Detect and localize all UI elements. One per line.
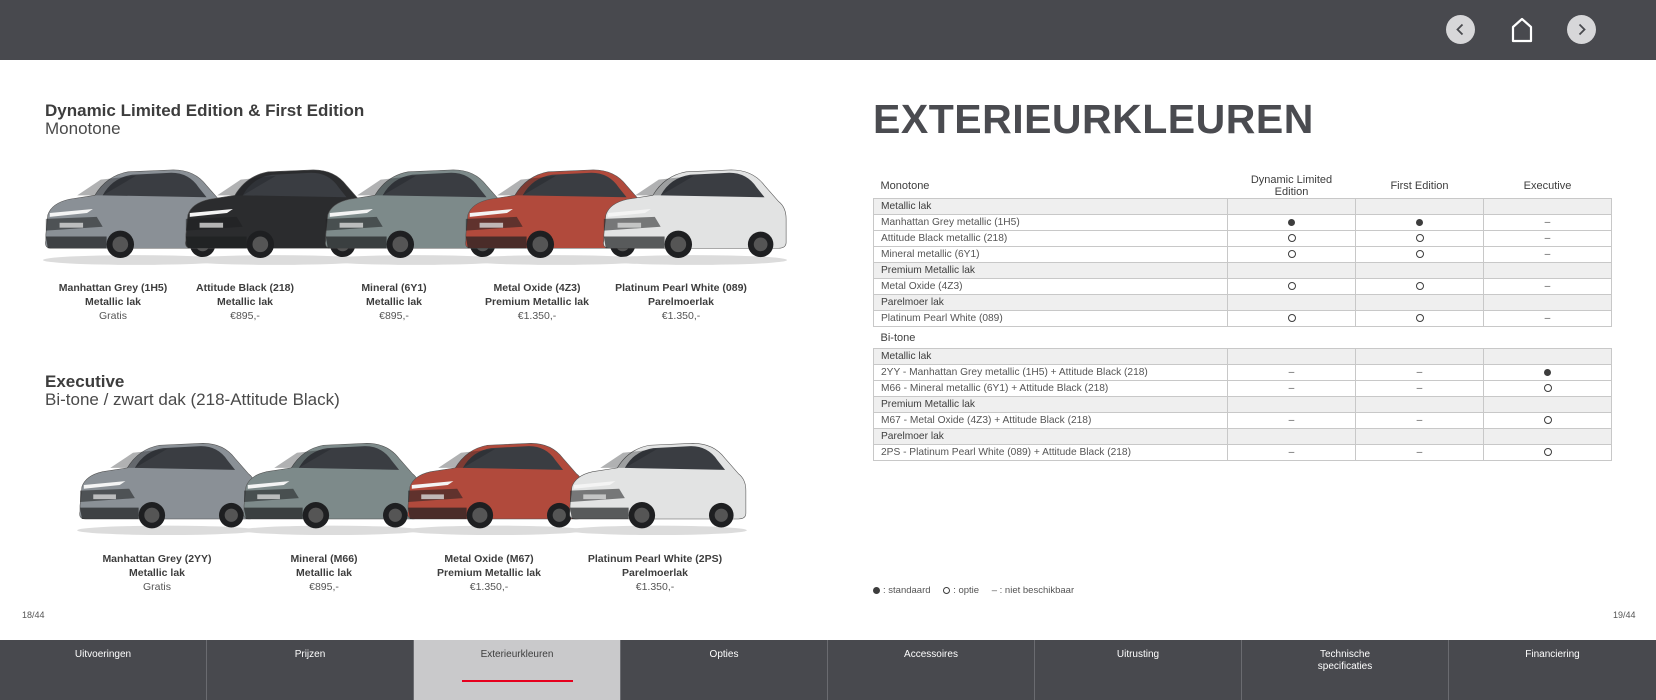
not-available-mark: – xyxy=(1544,249,1551,260)
table-section-row xyxy=(874,327,1612,349)
car-color-name: Manhattan Grey (1H5) xyxy=(58,282,168,294)
table-row xyxy=(874,445,1612,461)
car-paint-type: Premium Metallic lak xyxy=(437,567,541,579)
tab-prijzen[interactable] xyxy=(207,640,414,700)
car-price: Gratis xyxy=(142,581,171,593)
tab-technische-specificaties[interactable] xyxy=(1242,640,1449,700)
availability-cell xyxy=(1484,279,1612,295)
legend xyxy=(873,585,1084,596)
availability-cell xyxy=(1356,381,1484,397)
table-row xyxy=(874,231,1612,247)
car-color-name: Metal Oxide (M67) xyxy=(444,553,534,565)
open-circle-icon xyxy=(1544,416,1552,424)
not-available-mark: – xyxy=(1544,233,1551,244)
empty-cell xyxy=(1356,349,1484,365)
tab-exterieurkleuren[interactable] xyxy=(414,640,621,700)
group-label: Parelmoer lak xyxy=(874,429,1228,445)
executive-car-caption xyxy=(580,552,730,594)
empty-cell xyxy=(1356,397,1484,413)
not-available-mark: – xyxy=(1416,367,1423,378)
car-price: €895,- xyxy=(379,310,409,322)
filled-dot-icon xyxy=(873,587,880,594)
group-label: Parelmoer lak xyxy=(874,295,1228,311)
table-header-row xyxy=(874,174,1612,199)
table-group-row xyxy=(874,397,1612,413)
tab-label: Exterieurkleuren xyxy=(480,649,554,660)
table-row xyxy=(874,279,1612,295)
monotone-section-title: Dynamic Limited Edition & First Edition xyxy=(45,101,365,120)
availability-cell xyxy=(1228,311,1356,327)
prev-page-button[interactable] xyxy=(1446,15,1475,44)
car-price: €895,- xyxy=(309,581,339,593)
color-availability-table xyxy=(873,174,1612,461)
active-tab-indicator xyxy=(462,680,573,682)
not-available-mark: – xyxy=(1544,217,1551,228)
tab-opties[interactable] xyxy=(621,640,828,700)
table-section-label: Bi-tone xyxy=(880,331,916,344)
executive-car-image-1 xyxy=(72,432,262,541)
open-circle-icon xyxy=(1288,282,1296,290)
empty-cell xyxy=(1356,199,1484,215)
empty-cell xyxy=(1228,349,1356,365)
monotone-car-caption xyxy=(319,281,469,323)
column-header: Executive xyxy=(1523,180,1572,192)
availability-cell xyxy=(1484,381,1612,397)
table-section-label: Monotone xyxy=(880,180,930,192)
open-circle-icon xyxy=(1416,314,1424,322)
table-row xyxy=(874,311,1612,327)
open-circle-icon xyxy=(1288,314,1296,322)
bottom-navigation xyxy=(0,640,1656,700)
color-option-label: 2PS - Platinum Pearl White (089) + Attitude Black (218) xyxy=(874,445,1228,461)
tab-label: Uitvoeringen xyxy=(74,649,132,660)
availability-cell xyxy=(1484,445,1612,461)
availability-cell xyxy=(1228,365,1356,381)
executive-section-title: Executive xyxy=(45,372,125,391)
car-paint-type: Metallic lak xyxy=(365,296,423,308)
availability-cell xyxy=(1228,215,1356,231)
not-available-mark: – xyxy=(1544,313,1551,324)
group-label: Premium Metallic lak xyxy=(874,397,1228,413)
table-row xyxy=(874,215,1612,231)
executive-car-caption xyxy=(414,552,564,594)
open-circle-icon xyxy=(1544,448,1552,456)
group-label: Metallic lak xyxy=(874,349,1228,365)
availability-cell xyxy=(1228,445,1356,461)
color-option-label: M66 - Mineral metallic (6Y1) + Attitude Black (218) xyxy=(874,381,1228,397)
monotone-car-image-5 xyxy=(596,158,792,271)
not-available-mark: – xyxy=(1416,447,1423,458)
executive-car-caption xyxy=(249,552,399,594)
next-page-button[interactable] xyxy=(1567,15,1596,44)
availability-cell xyxy=(1356,279,1484,295)
page-number-left: 18/44 xyxy=(22,610,45,620)
monotone-section-subtitle: Monotone xyxy=(45,119,121,138)
color-option-label: Metal Oxide (4Z3) xyxy=(874,279,1228,295)
monotone-car-caption xyxy=(606,281,756,323)
table-row xyxy=(874,381,1612,397)
page-heading: EXTERIEURKLEUREN xyxy=(873,96,1314,142)
filled-dot-icon xyxy=(1288,219,1295,226)
executive-car-caption xyxy=(82,552,232,594)
tab-uitvoeringen[interactable] xyxy=(0,640,207,700)
tab-label: Prijzen xyxy=(294,649,326,660)
car-color-name: Metal Oxide (4Z3) xyxy=(493,282,581,294)
filled-dot-icon xyxy=(1544,369,1551,376)
empty-cell xyxy=(1228,429,1356,445)
not-available-mark: – xyxy=(1288,447,1295,458)
car-price: €895,- xyxy=(230,310,260,322)
home-button[interactable] xyxy=(1507,15,1537,44)
not-available-mark: – xyxy=(1288,367,1295,378)
empty-cell xyxy=(1228,397,1356,413)
car-price: €1.350,- xyxy=(469,581,509,593)
car-color-name: Attitude Black (218) xyxy=(195,282,295,294)
availability-cell xyxy=(1228,381,1356,397)
monotone-car-caption xyxy=(170,281,320,323)
car-paint-type: Parelmoerlak xyxy=(648,296,714,308)
table-group-row xyxy=(874,429,1612,445)
car-paint-type: Metallic lak xyxy=(295,567,353,579)
tab-financiering[interactable] xyxy=(1449,640,1656,700)
empty-cell xyxy=(1356,429,1484,445)
tab-uitrusting[interactable] xyxy=(1035,640,1242,700)
executive-section-subtitle: Bi-tone / zwart dak (218-Attitude Black) xyxy=(45,390,340,409)
not-available-mark: – xyxy=(1416,415,1423,426)
tab-label: Technische specificaties xyxy=(1317,649,1373,672)
availability-cell xyxy=(1484,365,1612,381)
tab-accessoires[interactable] xyxy=(828,640,1035,700)
group-label: Premium Metallic lak xyxy=(874,263,1228,279)
open-circle-icon xyxy=(1416,234,1424,242)
empty-cell xyxy=(1484,199,1612,215)
legend-option: : optie xyxy=(943,585,979,596)
car-paint-type: Parelmoerlak xyxy=(622,567,688,579)
table-group-row xyxy=(874,263,1612,279)
car-price: Gratis xyxy=(98,310,127,322)
not-available-mark: – xyxy=(1288,383,1295,394)
open-circle-icon xyxy=(943,587,950,594)
tab-label: Opties xyxy=(709,649,739,660)
color-option-label: Mineral metallic (6Y1) xyxy=(874,247,1228,263)
availability-cell xyxy=(1356,413,1484,429)
empty-cell xyxy=(1484,349,1612,365)
legend-standard: : standaard xyxy=(873,585,931,596)
chevron-left-icon xyxy=(1446,15,1475,44)
availability-cell xyxy=(1356,215,1484,231)
home-icon xyxy=(1507,15,1537,44)
availability-cell xyxy=(1356,247,1484,263)
color-option-label: Manhattan Grey metallic (1H5) xyxy=(874,215,1228,231)
availability-cell xyxy=(1228,279,1356,295)
tab-label: Uitrusting xyxy=(1116,649,1160,660)
not-available-mark: – xyxy=(1544,281,1551,292)
table-row xyxy=(874,247,1612,263)
empty-cell xyxy=(1228,263,1356,279)
car-price: €1.350,- xyxy=(517,310,557,322)
car-color-name: Platinum Pearl White (2PS) xyxy=(587,553,723,565)
car-paint-type: Metallic lak xyxy=(84,296,142,308)
monotone-car-caption xyxy=(38,281,188,323)
empty-cell xyxy=(1484,397,1612,413)
monotone-car-caption xyxy=(462,281,612,323)
color-option-label: M67 - Metal Oxide (4Z3) + Attitude Black (218) xyxy=(874,413,1228,429)
empty-cell xyxy=(1356,263,1484,279)
empty-cell xyxy=(1356,295,1484,311)
color-option-label: 2YY - Manhattan Grey metallic (1H5) + Attitude Black (218) xyxy=(874,365,1228,381)
color-option-label: Attitude Black metallic (218) xyxy=(874,231,1228,247)
availability-cell xyxy=(1356,445,1484,461)
empty-cell xyxy=(1484,295,1612,311)
color-option-label: Platinum Pearl White (089) xyxy=(874,311,1228,327)
availability-cell xyxy=(1356,365,1484,381)
car-color-name: Mineral (6Y1) xyxy=(361,282,427,294)
availability-cell xyxy=(1484,247,1612,263)
top-bar xyxy=(0,0,1656,60)
car-color-name: Mineral (M66) xyxy=(290,553,358,565)
not-available-mark: – xyxy=(1288,415,1295,426)
open-circle-icon xyxy=(1416,250,1424,258)
car-color-name: Platinum Pearl White (089) xyxy=(615,282,747,294)
table-group-row xyxy=(874,349,1612,365)
availability-cell xyxy=(1484,215,1612,231)
availability-cell xyxy=(1484,413,1612,429)
availability-cell xyxy=(1228,231,1356,247)
table-group-row xyxy=(874,295,1612,311)
empty-cell xyxy=(1228,199,1356,215)
group-label: Metallic lak xyxy=(874,199,1228,215)
availability-cell xyxy=(1356,311,1484,327)
open-circle-icon xyxy=(1288,234,1296,242)
executive-car-image-2 xyxy=(236,432,426,541)
table-row xyxy=(874,365,1612,381)
empty-cell xyxy=(1484,429,1612,445)
empty-cell xyxy=(1228,295,1356,311)
tab-label: Financiering xyxy=(1525,649,1580,660)
table-group-row xyxy=(874,199,1612,215)
table-row xyxy=(874,413,1612,429)
page-number-right: 19/44 xyxy=(1613,610,1636,620)
car-price: €1.350,- xyxy=(635,581,675,593)
filled-dot-icon xyxy=(1416,219,1423,226)
car-paint-type: Premium Metallic lak xyxy=(485,296,589,308)
legend-not-available: – : niet beschikbaar xyxy=(991,585,1075,596)
executive-car-image-4 xyxy=(562,432,752,541)
tab-label: Accessoires xyxy=(904,649,958,660)
availability-cell xyxy=(1484,231,1612,247)
availability-cell xyxy=(1356,231,1484,247)
car-paint-type: Metallic lak xyxy=(216,296,274,308)
availability-cell xyxy=(1228,413,1356,429)
car-color-name: Manhattan Grey (2YY) xyxy=(102,553,212,565)
car-price: €1.350,- xyxy=(661,310,701,322)
open-circle-icon xyxy=(1288,250,1296,258)
open-circle-icon xyxy=(1544,384,1552,392)
empty-cell xyxy=(1484,263,1612,279)
not-available-mark: – xyxy=(1416,383,1423,394)
availability-cell xyxy=(1484,311,1612,327)
column-header: Dynamic Limited Edition xyxy=(1250,174,1333,198)
chevron-right-icon xyxy=(1567,15,1596,44)
car-paint-type: Metallic lak xyxy=(128,567,186,579)
availability-cell xyxy=(1228,247,1356,263)
column-header: First Edition xyxy=(1390,180,1449,192)
open-circle-icon xyxy=(1416,282,1424,290)
